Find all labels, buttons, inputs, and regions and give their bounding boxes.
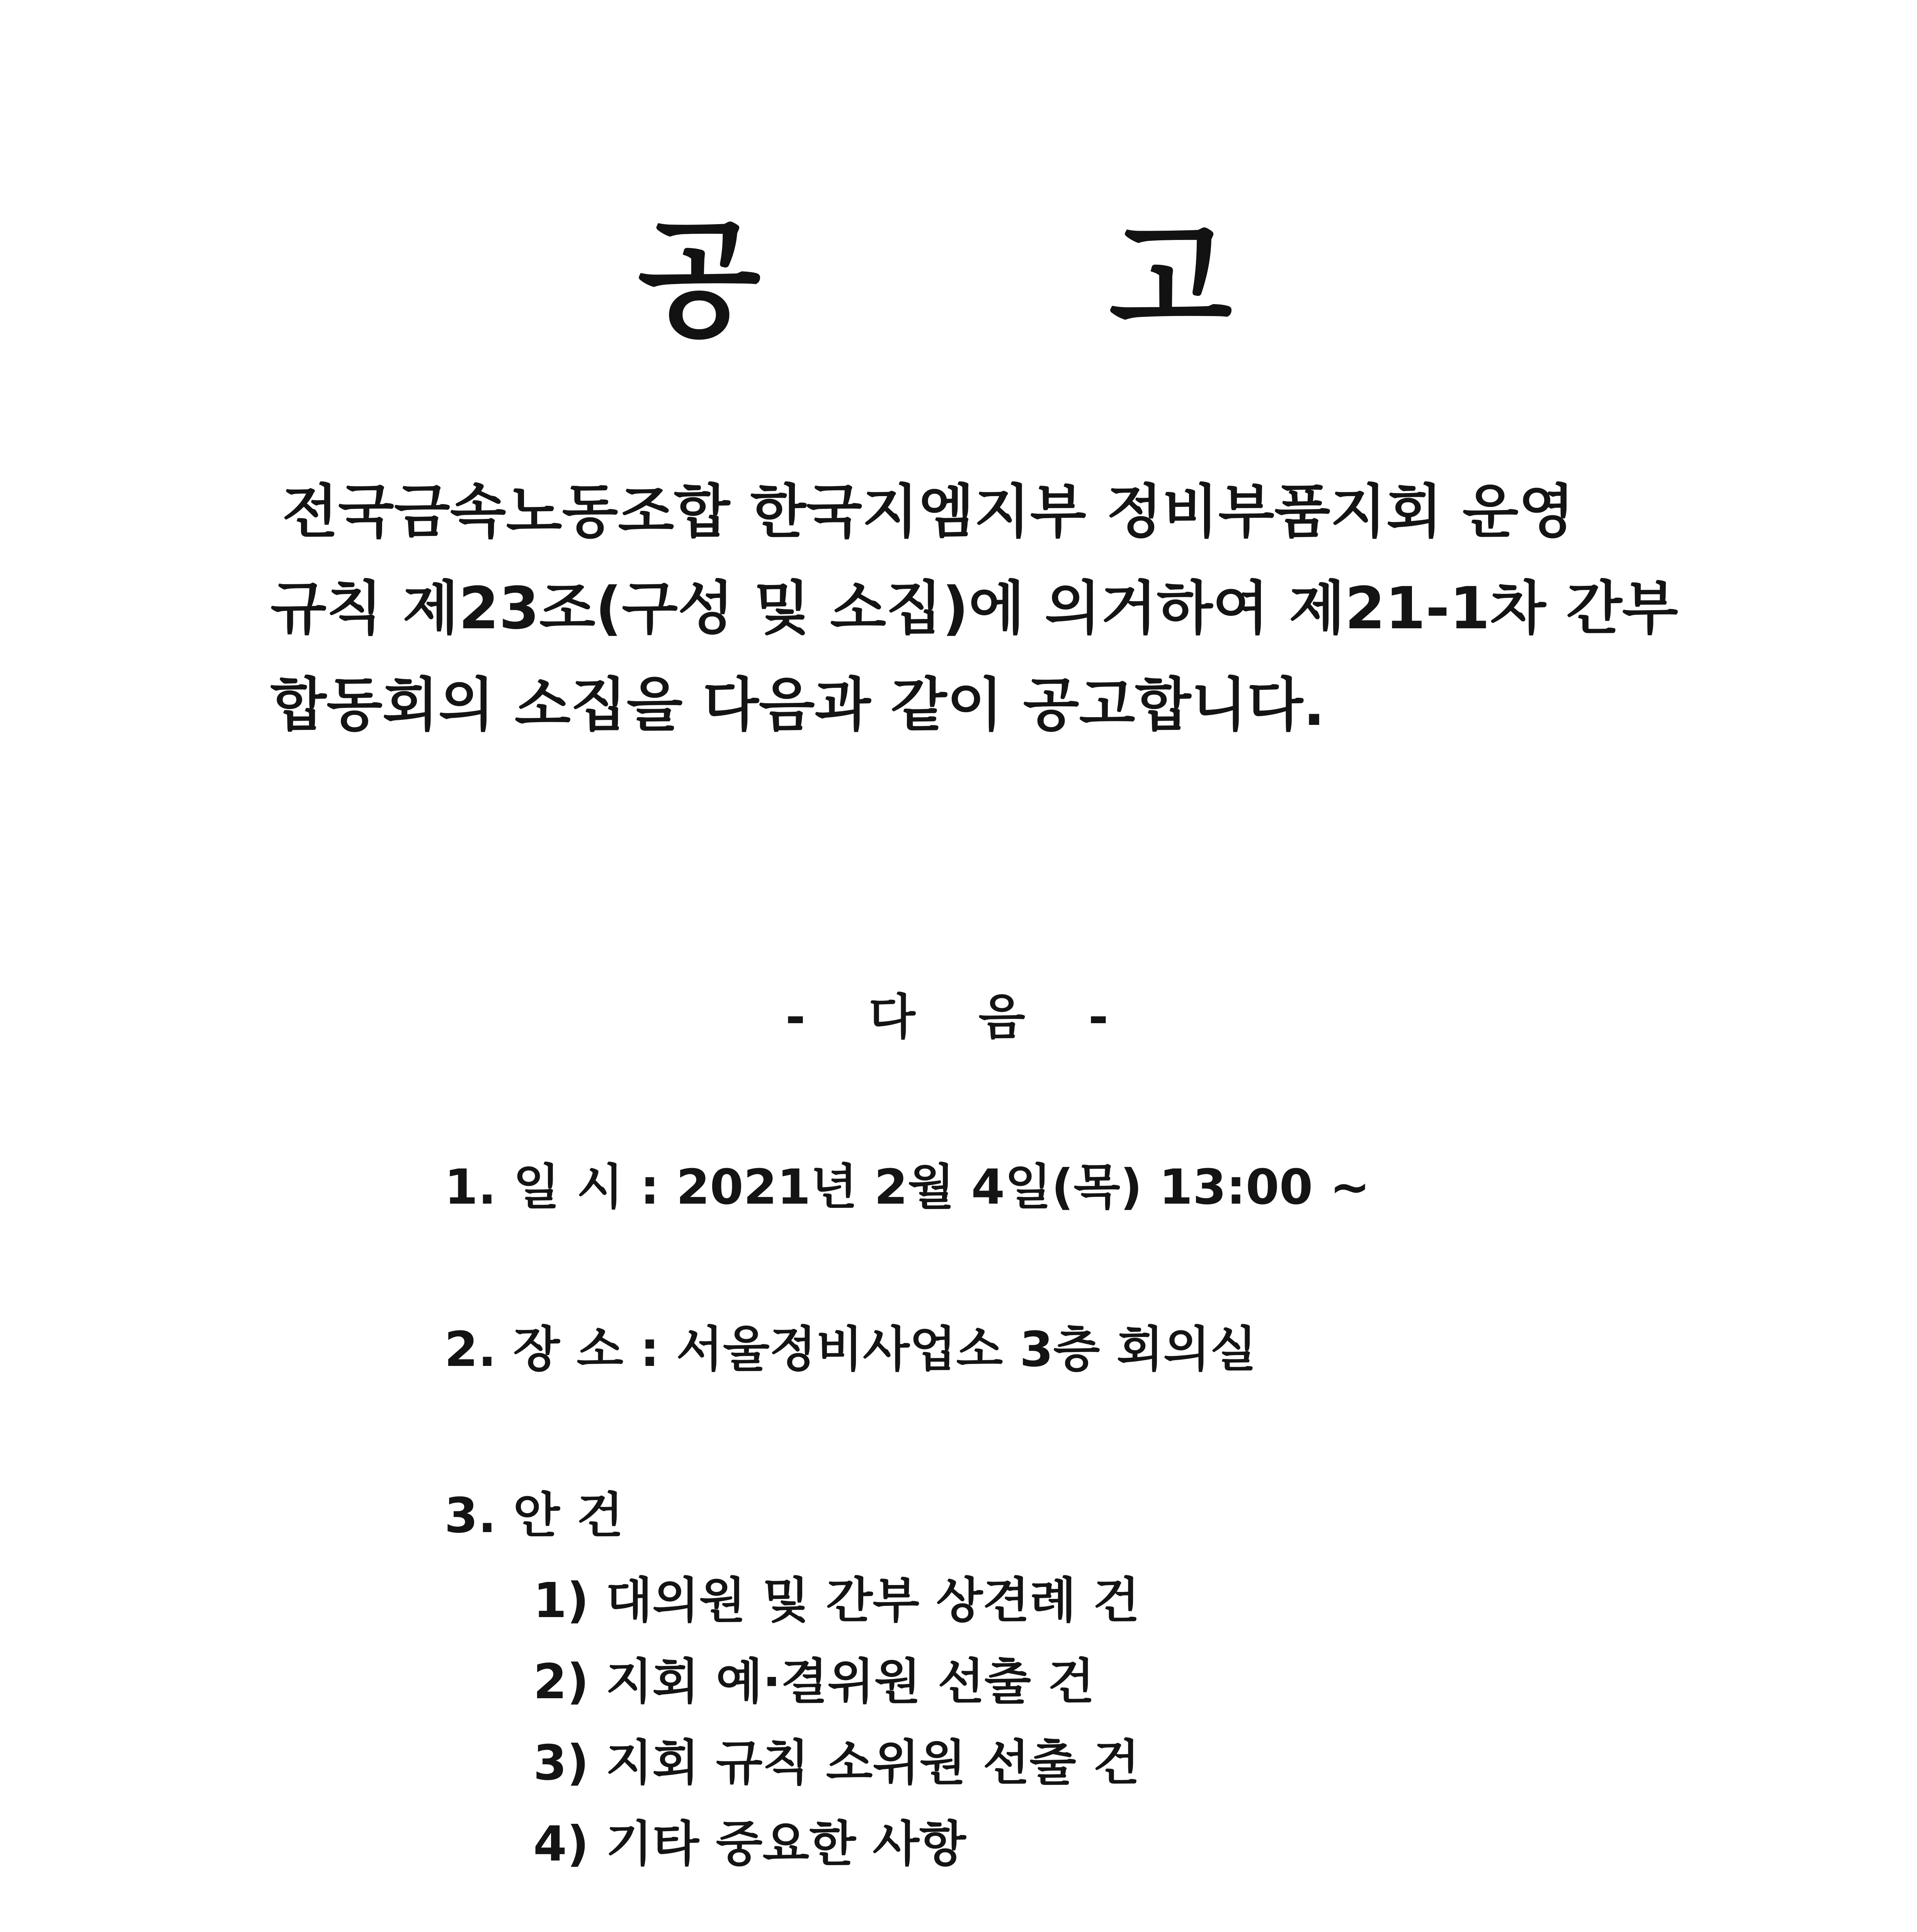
item-place: 2. 장 소 : 서울정비사업소 3층 회의실 [444, 1321, 1257, 1378]
agenda-item: 4) 기타 중요한 사항 [533, 1816, 966, 1872]
intro-line-3: 합동회의 소집을 다음과 같이 공고합니다. [270, 672, 1325, 739]
intro-line-1: 전국금속노동조합 한국지엠지부 정비부품지회 운영 [282, 478, 1575, 546]
title-char-1: 공 [638, 206, 761, 354]
section-heading: - 다 음 - [785, 989, 1132, 1045]
agenda-item: 3) 지회 규칙 소위원 선출 건 [533, 1735, 1140, 1791]
item-agenda-label: 3. 안 건 [444, 1488, 623, 1544]
agenda-item: 1) 대의원 및 간부 상견례 건 [533, 1573, 1140, 1629]
intro-line-2: 규칙 제23조(구성 및 소집)에 의거하여 제21-1차 간부 [270, 575, 1678, 642]
title-char-2: 고 [1109, 206, 1232, 354]
agenda-item: 2) 지회 예·결위원 선출 건 [533, 1654, 1095, 1710]
item-datetime: 1. 일 시 : 2021년 2월 4일(목) 13:00 ~ [444, 1159, 1370, 1215]
